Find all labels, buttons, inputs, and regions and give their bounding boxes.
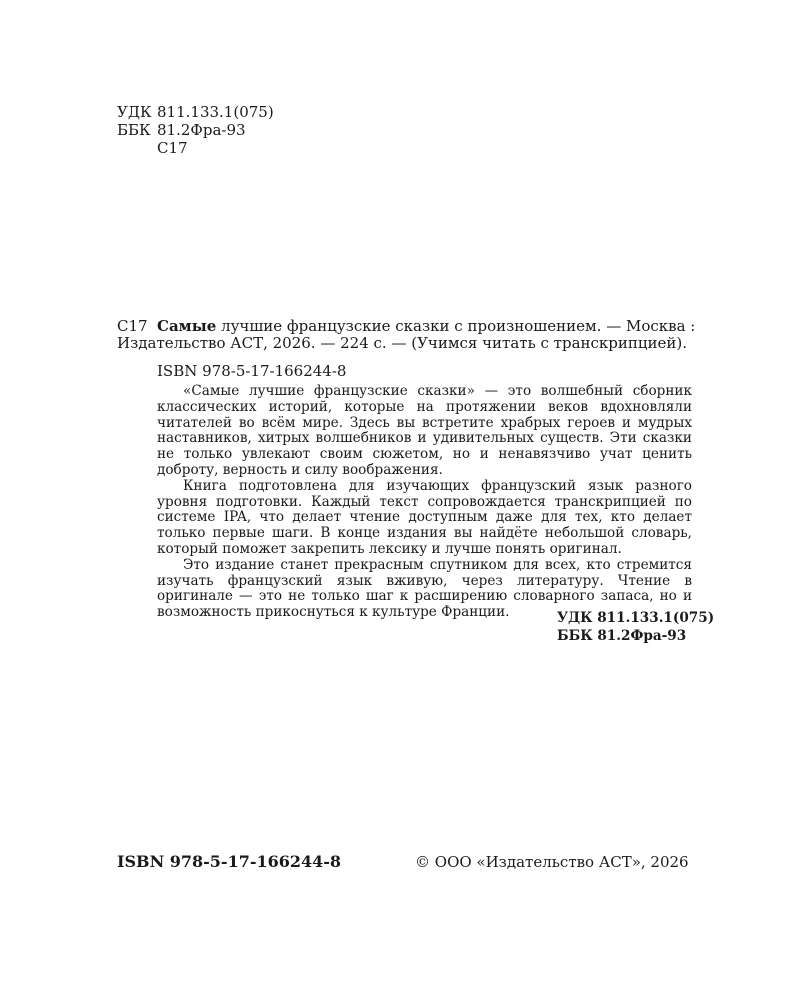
bbk-line	[117, 121, 246, 139]
card-title	[157, 317, 696, 335]
card-title-rest: лучшие французские сказки с произношением. — Москва :	[216, 317, 696, 335]
annotation-paragraph: Это издание станет прекрасным спутником для всех, кто стремится изучать французский язык вживую, через литературу. Чтение в оригинале — это не только шаг к расширению словарного запаса, но и возможность прикоснуться к культуре Франции.	[157, 556, 692, 621]
annotation-bbk: ББК 81.2Фра-93	[557, 628, 687, 644]
footer-copyright: © ООО «Издательство АСТ», 2026	[415, 853, 689, 871]
bbk-value: 81.2Фра-93	[157, 121, 246, 139]
footer-isbn: ISBN 978-5-17-166244-8	[117, 852, 342, 871]
annotation-udk: УДК 811.133.1(075)	[557, 610, 715, 626]
author-code: С17	[157, 139, 188, 157]
card-isbn: ISBN 978-5-17-166244-8	[157, 362, 347, 380]
card-author-code: С17	[117, 317, 148, 335]
udk-line	[117, 103, 274, 121]
annotation	[157, 384, 692, 621]
annotation-paragraph: Книга подготовлена для изучающих французский язык разного уровня подготовки. Каждый текст сопровождается транскрипцией по системе IPA, что делает чтение доступным даже для тех, кто делает только первые шаги. В конце издания вы найдёте небольшой словарь, который поможет закрепить лексику и лучше понять оригинал.	[157, 477, 692, 557]
udk-value: 811.133.1(075)	[157, 103, 274, 121]
card-publication: Издательство АСТ, 2026. — 224 с. — (Учимся читать с транскрипцией).	[117, 334, 688, 352]
card-title-bold: Самые	[157, 317, 217, 335]
udk-label: УДК	[117, 103, 152, 121]
bbk-label: ББК	[117, 121, 151, 139]
annotation-paragraph: «Самые лучшие французские сказки» — это волшебный сборник классических историй, которые на протяжении веков вдохновляли читателей во всём мире. Здесь вы встретите храбрых героев и мудрых наставников, хитрых волшебников и удивительных существ. Эти сказки не только увлекают своим сюжетом, но и ненавязчиво учат ценить доброту, верность и силу воображения.	[157, 383, 692, 478]
